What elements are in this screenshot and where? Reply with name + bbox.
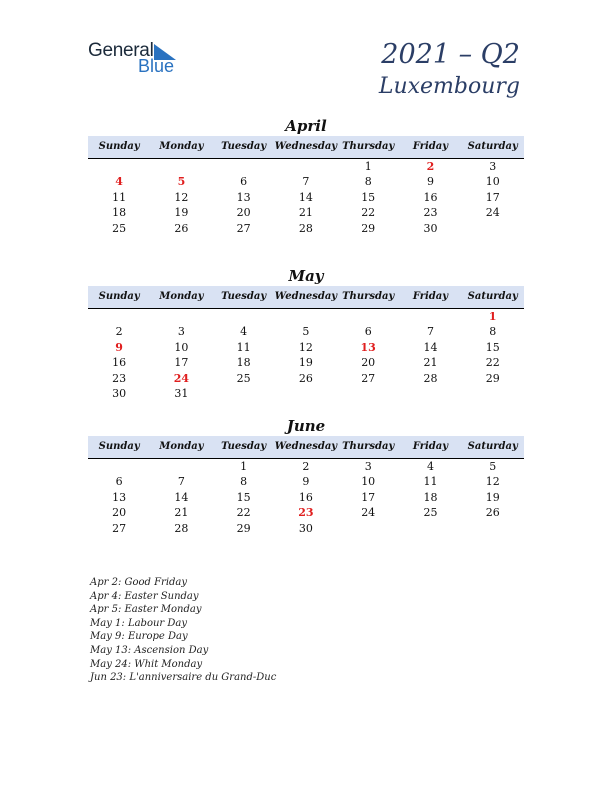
day-cell: 18 <box>112 206 127 220</box>
day-cell: 27 <box>112 521 127 535</box>
day-cell: 6 <box>115 475 123 489</box>
empty-day-cell <box>275 309 337 324</box>
empty-day-cell <box>88 309 150 324</box>
day-cell: 14 <box>423 340 438 354</box>
day-cell: 15 <box>361 190 376 204</box>
day-cell: 11 <box>423 475 438 489</box>
day-cell: 22 <box>485 356 500 370</box>
day-cell: 30 <box>112 386 127 400</box>
day-grid <box>88 459 524 536</box>
day-cell: 9 <box>302 475 310 489</box>
weekday-sunday: Sunday <box>98 141 140 152</box>
weekday-wednesday: Wednesday <box>274 441 338 452</box>
holiday-item: Apr 5: Easter Monday <box>90 604 202 616</box>
empty-day-cell <box>150 309 212 324</box>
day-cell: 25 <box>112 221 127 235</box>
day-cell: 18 <box>423 490 438 504</box>
weekday-friday: Friday <box>412 441 449 452</box>
page-title <box>379 38 520 102</box>
holiday-item: May 13: Ascension Day <box>90 644 209 656</box>
weekday-monday: Monday <box>159 141 204 152</box>
day-cell: 1 <box>240 460 248 473</box>
holiday-day-cell: 1 <box>488 310 497 323</box>
day-cell: 21 <box>423 356 438 370</box>
day-cell: 12 <box>298 340 313 354</box>
day-cell: 14 <box>174 490 189 504</box>
day-grid <box>88 159 524 236</box>
holiday-day-cell: 2 <box>426 160 435 173</box>
month-may <box>88 266 524 401</box>
month-june <box>88 416 524 536</box>
day-cell: 11 <box>236 340 251 354</box>
holiday-item: May 9: Europe Day <box>90 631 188 643</box>
day-cell: 21 <box>298 206 313 220</box>
day-cell: 28 <box>174 521 189 535</box>
day-cell: 7 <box>426 325 434 339</box>
holiday-day-cell: 9 <box>115 340 123 354</box>
weekday-saturday: Saturday <box>467 441 518 452</box>
month-name: April <box>285 117 327 135</box>
day-cell: 20 <box>236 206 251 220</box>
weekday-tuesday: Tuesday <box>221 141 267 152</box>
month-name: June <box>286 417 326 435</box>
empty-day-cell <box>275 159 337 174</box>
day-cell: 16 <box>298 490 313 504</box>
day-cell: 5 <box>489 460 497 473</box>
day-cell: 25 <box>423 506 438 520</box>
weekday-saturday: Saturday <box>467 141 518 152</box>
day-cell: 18 <box>236 356 251 370</box>
day-cell: 6 <box>240 175 248 189</box>
day-cell: 27 <box>236 221 251 235</box>
day-cell: 23 <box>112 371 127 385</box>
day-cell: 23 <box>423 206 438 220</box>
day-cell: 17 <box>485 190 500 204</box>
weekday-header <box>88 286 524 309</box>
day-cell: 26 <box>298 371 313 385</box>
month-name: May <box>288 267 324 285</box>
logo <box>88 40 188 76</box>
day-cell: 1 <box>364 160 372 173</box>
day-cell: 29 <box>485 371 500 385</box>
day-cell: 13 <box>236 190 251 204</box>
logo-blue-text: Blue <box>138 56 175 76</box>
day-cell: 8 <box>240 475 248 489</box>
weekday-wednesday: Wednesday <box>274 291 338 302</box>
day-cell: 21 <box>174 506 189 520</box>
empty-day-cell <box>88 159 150 174</box>
holiday-day-cell: 4 <box>115 175 123 189</box>
day-cell: 19 <box>485 490 500 504</box>
day-cell: 29 <box>361 221 376 235</box>
day-cell: 16 <box>112 356 127 370</box>
day-cell: 27 <box>361 371 376 385</box>
day-cell: 29 <box>236 521 251 535</box>
empty-day-cell <box>399 309 461 324</box>
empty-day-cell <box>150 159 212 174</box>
holiday-day-cell: 23 <box>298 506 314 520</box>
day-cell: 26 <box>485 506 500 520</box>
day-cell: 10 <box>174 340 189 354</box>
day-cell: 3 <box>177 325 185 339</box>
weekday-tuesday: Tuesday <box>221 291 267 302</box>
empty-day-cell <box>88 459 150 474</box>
holiday-item: Jun 23: L'anniversaire du Grand-Duc <box>90 672 277 684</box>
day-cell: 10 <box>485 175 500 189</box>
day-cell: 7 <box>177 475 185 489</box>
day-cell: 19 <box>174 206 189 220</box>
day-cell: 3 <box>364 460 372 473</box>
holiday-item: Apr 2: Good Friday <box>90 577 188 588</box>
day-cell: 20 <box>112 506 127 520</box>
weekday-sunday: Sunday <box>98 291 140 302</box>
empty-day-cell <box>213 159 275 174</box>
day-cell: 30 <box>298 521 313 535</box>
day-cell: 26 <box>174 221 189 235</box>
day-cell: 19 <box>298 356 313 370</box>
country-title: Luxembourg <box>378 74 520 99</box>
day-cell: 16 <box>423 190 438 204</box>
empty-day-cell <box>213 309 275 324</box>
day-cell: 13 <box>112 490 127 504</box>
logo-general-text: General <box>88 40 154 61</box>
day-cell: 15 <box>485 340 500 354</box>
weekday-tuesday: Tuesday <box>221 441 267 452</box>
day-cell: 22 <box>361 206 376 220</box>
day-cell: 17 <box>361 490 376 504</box>
day-cell: 22 <box>236 506 251 520</box>
holiday-item: May 24: Whit Monday <box>90 658 203 670</box>
month-april <box>88 116 524 236</box>
day-cell: 20 <box>361 356 376 370</box>
day-cell: 6 <box>364 325 372 339</box>
weekday-wednesday: Wednesday <box>274 141 338 152</box>
day-cell: 9 <box>426 175 434 189</box>
day-cell: 24 <box>485 206 500 220</box>
day-cell: 10 <box>361 475 376 489</box>
day-cell: 8 <box>489 325 497 339</box>
day-cell: 3 <box>489 160 497 173</box>
weekday-thursday: Thursday <box>342 141 395 152</box>
weekday-friday: Friday <box>412 141 449 152</box>
day-cell: 28 <box>423 371 438 385</box>
day-cell: 24 <box>361 506 376 520</box>
weekday-thursday: Thursday <box>342 291 395 302</box>
holiday-day-cell: 24 <box>173 371 190 385</box>
quarter-title: 2021 – Q2 <box>381 39 520 70</box>
day-cell: 7 <box>302 175 310 189</box>
weekday-friday: Friday <box>412 291 449 302</box>
day-cell: 4 <box>240 325 248 339</box>
day-cell: 14 <box>298 190 313 204</box>
day-grid <box>88 309 524 401</box>
holiday-day-cell: 5 <box>177 175 186 189</box>
day-cell: 12 <box>174 190 189 204</box>
holiday-day-cell: 13 <box>360 340 376 354</box>
day-cell: 30 <box>423 221 438 235</box>
weekday-header <box>88 436 524 459</box>
day-cell: 4 <box>426 460 434 473</box>
day-cell: 17 <box>174 356 189 370</box>
day-cell: 12 <box>485 475 500 489</box>
day-cell: 2 <box>115 325 123 339</box>
day-cell: 25 <box>236 371 251 385</box>
day-cell: 11 <box>112 190 127 204</box>
day-cell: 15 <box>236 490 251 504</box>
holiday-item: May 1: Labour Day <box>90 617 187 629</box>
weekday-saturday: Saturday <box>467 291 518 302</box>
empty-day-cell <box>150 459 212 474</box>
day-cell: 28 <box>298 221 313 235</box>
day-cell: 31 <box>174 386 189 400</box>
day-cell: 8 <box>364 175 372 189</box>
empty-day-cell <box>337 309 399 324</box>
day-cell: 2 <box>302 460 310 473</box>
day-cell: 5 <box>302 325 310 339</box>
weekday-monday: Monday <box>159 291 204 302</box>
weekday-monday: Monday <box>159 441 204 452</box>
weekday-thursday: Thursday <box>342 441 395 452</box>
holiday-item: Apr 4: Easter Sunday <box>90 590 199 602</box>
weekday-header <box>88 136 524 159</box>
weekday-sunday: Sunday <box>98 441 140 452</box>
holiday-list <box>90 576 276 685</box>
